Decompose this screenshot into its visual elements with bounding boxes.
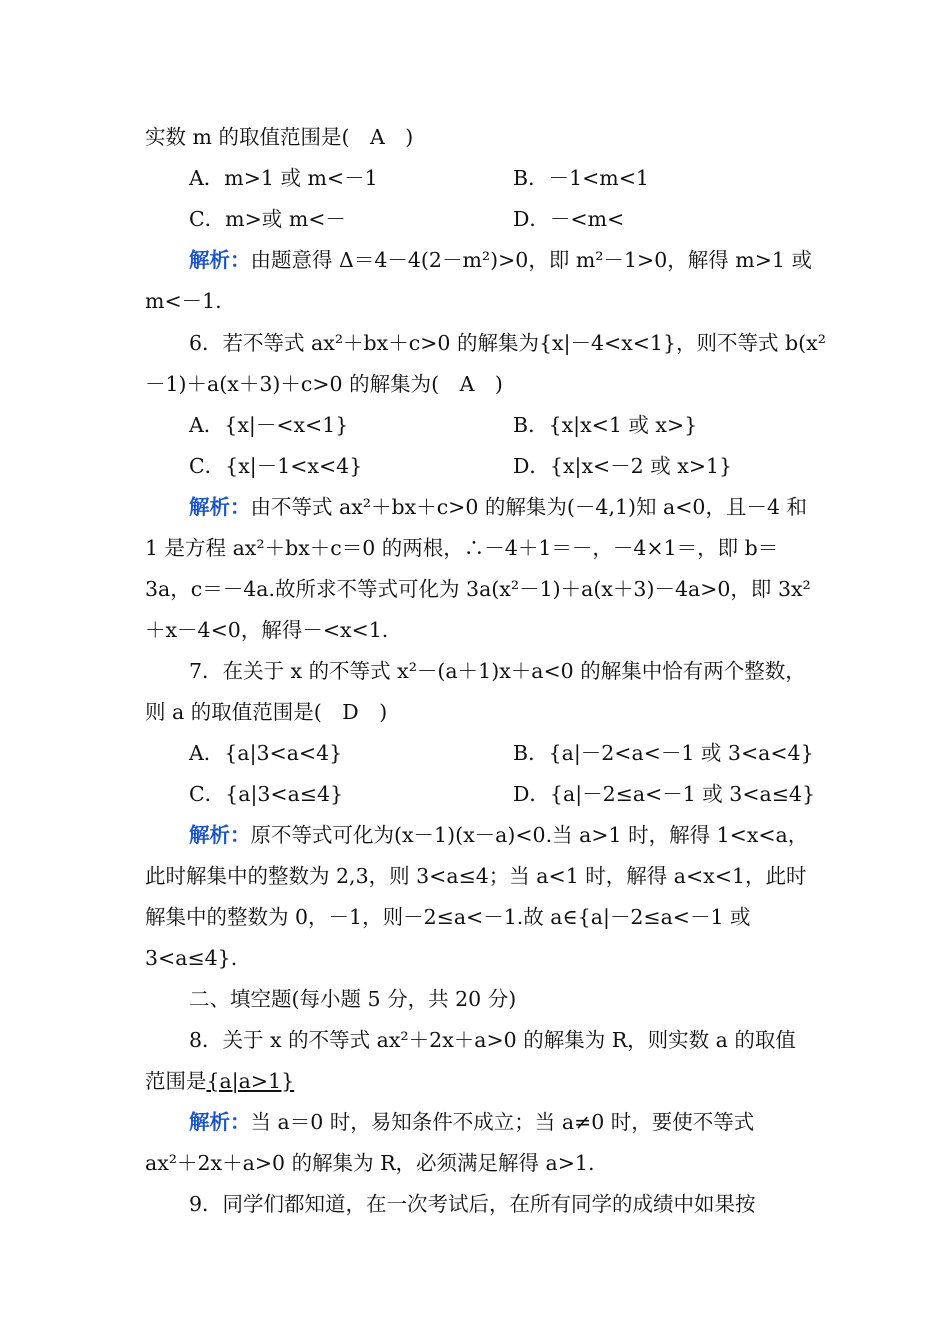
text-line: 3a，c＝－4a.故所求不等式可化为 3a(x²－1)＋a(x＋3)－4a>0，即 3x² [145, 577, 811, 601]
analysis-label: 解析： [189, 248, 251, 272]
analysis-line [189, 821, 808, 849]
option-c: C．{a|3<a≤4} [189, 782, 344, 806]
text-line: 1 是方程 ax²＋bx＋c＝0 的两根，∴－4＋1＝－，－4×1＝，即 b＝ [145, 536, 779, 560]
analysis-label: 解析： [189, 823, 251, 847]
analysis-text: 当 a＝0 时，易知条件不成立；当 a≠0 时，要使不等式 [250, 1110, 755, 1134]
section-heading: 二、填空题(每小题 5 分，共 20 分) [189, 987, 517, 1011]
text-line: m<－1. [145, 289, 222, 313]
analysis-line [189, 493, 807, 521]
option-a: A．{x|－<x<1} [189, 413, 349, 437]
text-line: －1)＋a(x＋3)＋c>0 的解集为( A ) [145, 372, 503, 396]
option-d: D．－<m< [513, 207, 625, 231]
analysis-text: 原不等式可化为(x－1)(x－a)<0.当 a>1 时，解得 1<x<a， [250, 823, 809, 847]
option-d: D．{a|－2≤a<－1 或 3<a≤4} [513, 782, 816, 806]
text-line: 解集中的整数为 0，－1，则－2≤a<－1.故 a∈{a|－2≤a<－1 或 [145, 905, 751, 929]
text-line: 则 a 的取值范围是( D ) [145, 700, 388, 724]
analysis-label: 解析： [189, 1110, 251, 1134]
answer-blank: {a|a>1} [206, 1069, 295, 1093]
text-line [145, 1067, 294, 1095]
text-line: ax²＋2x＋a>0 的解集为 R，必须满足解得 a>1. [145, 1151, 595, 1175]
option-b: B．－1<m<1 [513, 166, 649, 190]
option-a: A．m>1 或 m<－1 [189, 166, 378, 190]
question-9: 9．同学们都知道，在一次考试后，在所有同学的成绩中如果按 [189, 1192, 756, 1216]
option-a: A．{a|3<a<4} [189, 741, 343, 765]
text-line: 3<a≤4}. [145, 946, 238, 970]
analysis-line [189, 1108, 754, 1136]
option-c: C．m>或 m<－ [189, 207, 346, 231]
question-8: 8．关于 x 的不等式 ax²＋2x＋a>0 的解集为 R，则实数 a 的取值 [189, 1028, 796, 1052]
prompt-text: 范围是 [145, 1069, 207, 1093]
option-b: B．{a|－2<a<－1 或 3<a<4} [513, 741, 814, 765]
question-7: 7．在关于 x 的不等式 x²－(a＋1)x＋a<0 的解集中恰有两个整数， [189, 659, 806, 683]
text-line: 此时解集中的整数为 2,3，则 3<a≤4；当 a<1 时，解得 a<x<1，此时 [145, 864, 807, 888]
analysis-text: 由不等式 ax²＋bx＋c>0 的解集为(－4,1)知 a<0，且－4 和 [250, 495, 808, 519]
text-line: ＋x－4<0，解得－<x<1. [145, 618, 389, 642]
analysis-text: 由题意得 Δ＝4－4(2－m²)>0，即 m²－1>0，解得 m>1 或 [250, 248, 812, 272]
option-c: C．{x|－1<x<4} [189, 454, 363, 478]
text-line: 实数 m 的取值范围是( A ) [145, 125, 414, 149]
option-b: B．{x|x<1 或 x>} [513, 413, 698, 437]
analysis-label: 解析： [189, 495, 251, 519]
question-6: 6．若不等式 ax²＋bx＋c>0 的解集为{x|－4<x<1}，则不等式 b(x² [189, 331, 826, 355]
analysis-line [189, 246, 812, 274]
option-d: D．{x|x<－2 或 x>1} [513, 454, 733, 478]
